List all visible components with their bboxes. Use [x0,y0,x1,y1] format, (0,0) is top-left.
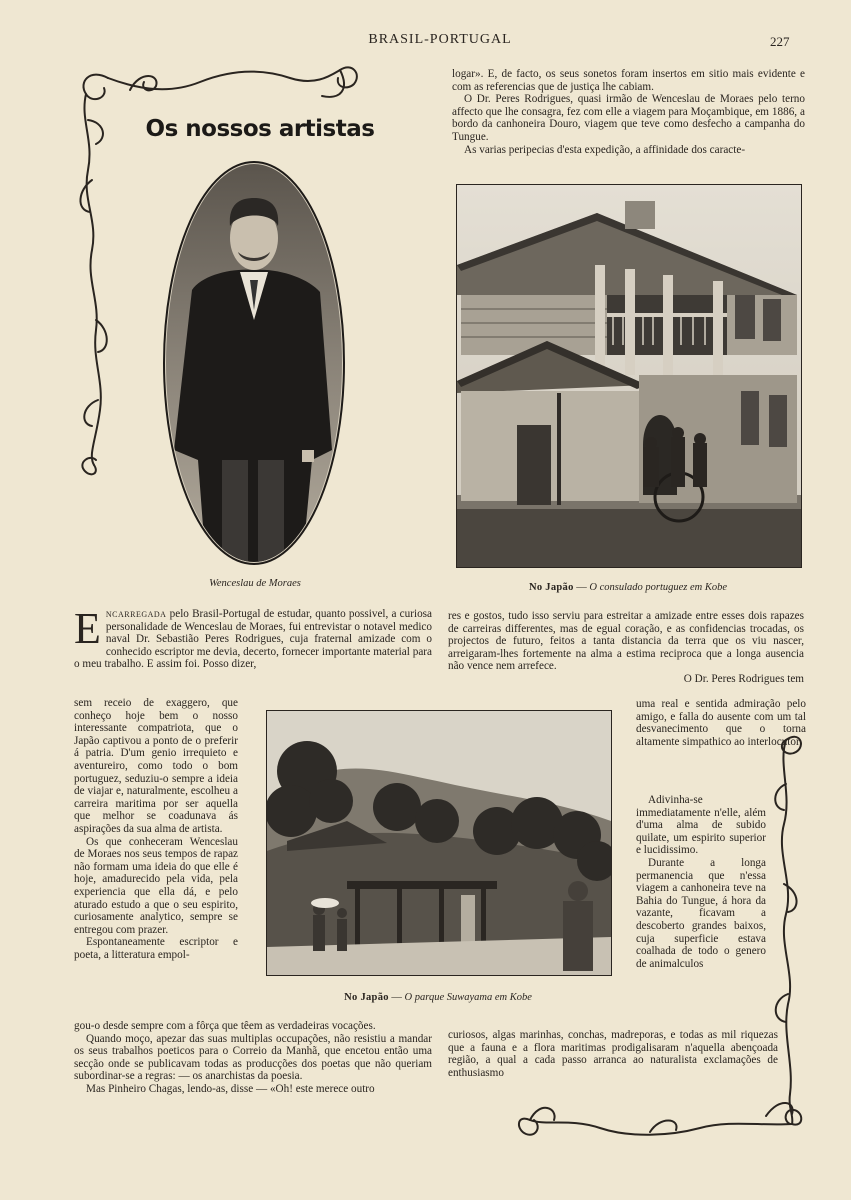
paragraph: Os que conheceram Wenceslau de Moraes nos seus tempos de rapaz não formam uma ideia do que elle é hoje, amadurecido pela vida, pela experiencia que ella dá, e pelo aturado estudo a que o seu espirito, curiosamente analytico, sempre se entregou com prazer. [74,835,238,936]
consulate-caption-text: O consulado portuguez em Kobe [589,582,728,593]
paragraph: As varias peripecias d'esta expedição, a affinidade dos caracte- [464,143,746,156]
paragraph: Quando moço, apezar das suas multiplas occupações, não resistiu a mandar os seus trabalhos poeticos para o Correio da Manhã, que encetou então uma secção onde se publicavam todas as producções dos poetas que não queriam subordinar-se a regras: — os anarchistas da poesia. [74,1032,432,1083]
caption-dash: — [391,992,405,1003]
portrait-photo [162,160,346,566]
ornament-frame-bottom-right [510,724,810,1144]
consulate-caption-label: No Japão [528,582,574,593]
paragraph: curiosos, algas marinhas, conchas, madreporas, e todas as mil riquezas que a fauna e a flora maritimas prodigalisaram n'aquella abençoada região, a qual a cada passo arranca ao naturalista exclamações de enthusiasmo [448,1029,778,1079]
paragraph: O Dr. Peres Rodrigues tem [683,672,804,685]
park-caption-text: O parque Suwayama em Kobe [404,992,532,1003]
consulate-photo [456,184,802,568]
paragraph: logar». E, de facto, os seus sonetos foram insertos em sitio mais evidente e com as referencias que de justiça lhe cabiam. [452,68,805,93]
paragraph: O Dr. Peres Rodrigues, quasi irmão de Wenceslau de Moraes pelo terno affecto que lhe consagra, fez com elle a viagem para Moçambique, em 1886, a bordo da canhoneira Douro, viagem que teve como desfecho a campanha do Tungue. [452,93,805,143]
paragraph: Durante a longa permanencia que n'essa viagem a canhoneira teve na Bahia do Tungue, á hora da vazante, ficavam a descoberto grandes baixos, cuja superficie estava coalhada de todo o genero de animalculos [636,856,766,970]
consulate-caption [456,582,800,593]
text-block-left-bottom [74,1020,432,1096]
caption-dash: — [576,582,590,593]
paragraph: sem receio de exaggero, que conheço hoje bem o nosso interessante compatriota, que o Japão captivou a ponto de o preferir á patria. D'um genio irrequieto e aventureiro, como todo o bom portuguez, seduziu-o sempre a ideia de viajar e, naturalmente, escolheu a carreira maritima por ser aquella que melhor se coadunava ás aspirações da sua alma de artista. [74,697,238,835]
paragraph: Espontaneamente escriptor e poeta, a litteratura empol- [74,936,238,961]
text-block-top-right [452,68,805,156]
article-title: Os nossos artistas [145,116,375,142]
text-block-left-narrow [74,697,238,961]
drop-cap: E [74,604,101,653]
intro-text: pelo Brasil-Portugal de estudar, quanto possivel, a curiosa personalidade de Wenceslau de Moraes, fui entrevistar o notavel medico naval Dr. Sebastião Peres Rodrigues, cuja fraternal amizade com o conhecido escriptor me devia, decerto, fornecer importante material para o meu trabalho. E assim foi. Posso dizer, [74,608,432,671]
portrait-caption [160,578,350,589]
paragraph: gou-o desde sempre com a fôrça que têem as verdadeiras vocações. [74,1020,376,1032]
paragraph: Adivinha-se immediatamente n'elle, além d'uma alma de subido quilate, um espirito superior e lucidissimo. [636,794,766,857]
portrait-caption-text: Wenceslau de Moraes [209,578,301,589]
intro-smallcaps: ncarregada [105,608,167,620]
page-number: 227 [770,34,790,49]
paragraph: uma real e sentida admiração pelo amigo, e falla do ausente com um tal desvanecimento que o torna altamente simpathico ao interlocutor. [636,698,806,748]
running-title: BRASIL-PORTUGAL [368,32,512,47]
paragraph: res e gostos, tudo isso serviu para estreitar a amizade entre esses dois rapazes de carreiras differentes, mas de egual coração, e as confidencias trocadas, os projectos de futuro, feitos a tanta distancia da terra que os viu nascer, arreigaram-lhes fortemente na alma a estima reciproca que a longa ausencia não vence nem arrefece. [448,610,804,673]
text-block-right-wide [448,610,804,686]
paragraph: Mas Pinheiro Chagas, lendo-as, disse — «Oh! este merece outro [86,1082,375,1095]
intro-paragraph [74,604,432,671]
park-caption-label: No Japão [344,992,389,1003]
